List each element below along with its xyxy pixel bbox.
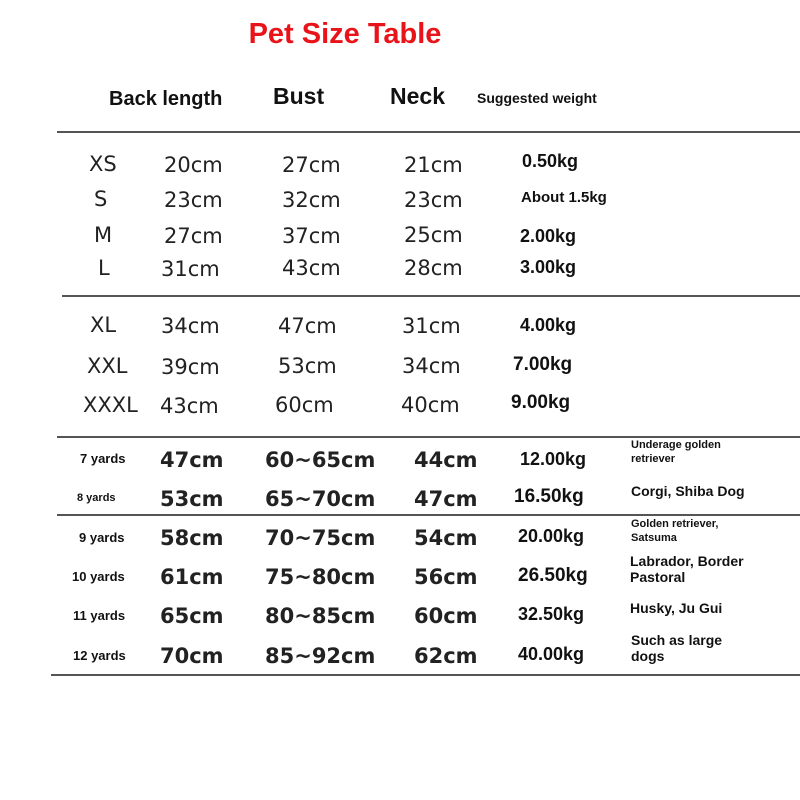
size-cell: 7 yards bbox=[80, 451, 126, 466]
back-length-cell: 61cm bbox=[160, 565, 224, 589]
neck-cell: 56cm bbox=[414, 565, 478, 589]
bust-cell: 65~70cm bbox=[265, 487, 376, 511]
size-cell: XXL bbox=[87, 354, 128, 378]
neck-cell: 28cm bbox=[404, 256, 463, 280]
neck-cell: 40cm bbox=[401, 393, 460, 417]
weight-cell: 0.50kg bbox=[522, 151, 579, 171]
note-cell: Golden retriever, Satsuma bbox=[631, 518, 719, 544]
size-cell: L bbox=[98, 256, 110, 280]
neck-cell: 25cm bbox=[404, 223, 463, 247]
note-cell: Underage golden retriever bbox=[631, 439, 721, 465]
weight-cell: 12.00kg bbox=[520, 449, 587, 469]
bust-cell: 60cm bbox=[275, 393, 334, 417]
neck-cell: 31cm bbox=[402, 314, 461, 338]
weight-cell: 9.00kg bbox=[511, 392, 571, 413]
note-cell: Labrador, Border Pastoral bbox=[630, 553, 744, 585]
weight-cell: 20.00kg bbox=[518, 526, 585, 546]
header-suggested-weight: Suggested weight bbox=[477, 90, 597, 106]
bust-cell: 75~80cm bbox=[265, 565, 376, 589]
weight-cell: 26.50kg bbox=[518, 565, 588, 586]
size-cell: XS bbox=[89, 152, 117, 176]
header-bust: Bust bbox=[273, 83, 325, 109]
neck-cell: 60cm bbox=[414, 604, 478, 628]
weight-cell: About 1.5kg bbox=[521, 189, 607, 206]
weight-cell: 32.50kg bbox=[518, 604, 585, 624]
bust-cell: 53cm bbox=[278, 354, 337, 378]
back-length-cell: 53cm bbox=[160, 487, 224, 511]
neck-cell: 54cm bbox=[414, 526, 478, 550]
weight-cell: 4.00kg bbox=[520, 315, 577, 335]
weight-cell: 3.00kg bbox=[520, 257, 577, 277]
size-cell: XL bbox=[90, 313, 117, 337]
back-length-cell: 43cm bbox=[160, 394, 219, 418]
back-length-cell: 20cm bbox=[164, 153, 223, 177]
note-cell: Corgi, Shiba Dog bbox=[631, 483, 745, 499]
neck-cell: 62cm bbox=[414, 644, 478, 668]
size-cell: 12 yards bbox=[73, 648, 126, 663]
neck-cell: 34cm bbox=[402, 354, 461, 378]
header-neck: Neck bbox=[390, 83, 445, 109]
group-divider bbox=[57, 514, 800, 516]
size-cell: 8 yards bbox=[77, 492, 116, 504]
back-length-cell: 27cm bbox=[164, 224, 223, 248]
size-cell: S bbox=[94, 187, 108, 211]
back-length-cell: 34cm bbox=[161, 314, 220, 338]
bust-cell: 85~92cm bbox=[265, 644, 376, 668]
page-title: Pet Size Table bbox=[248, 18, 442, 50]
neck-cell: 47cm bbox=[414, 487, 478, 511]
back-length-cell: 47cm bbox=[160, 448, 224, 472]
weight-cell: 7.00kg bbox=[513, 354, 573, 375]
bust-cell: 70~75cm bbox=[265, 526, 376, 550]
back-length-cell: 39cm bbox=[161, 355, 220, 379]
size-cell: 10 yards bbox=[72, 569, 125, 584]
bust-cell: 47cm bbox=[278, 314, 337, 338]
weight-cell: 2.00kg bbox=[520, 226, 577, 246]
back-length-cell: 65cm bbox=[160, 604, 224, 628]
note-cell: Husky, Ju Gui bbox=[630, 600, 723, 616]
back-length-cell: 58cm bbox=[160, 526, 224, 550]
back-length-cell: 70cm bbox=[160, 644, 224, 668]
neck-cell: 21cm bbox=[404, 153, 463, 177]
group-divider bbox=[62, 295, 800, 297]
bust-cell: 60~65cm bbox=[265, 448, 376, 472]
neck-cell: 44cm bbox=[414, 448, 478, 472]
bust-cell: 43cm bbox=[282, 256, 341, 280]
size-cell: 11 yards bbox=[73, 608, 126, 623]
back-length-cell: 31cm bbox=[161, 257, 220, 281]
size-cell: 9 yards bbox=[79, 530, 125, 545]
header-divider bbox=[57, 131, 800, 133]
table-bottom-rule bbox=[51, 674, 800, 676]
bust-cell: 27cm bbox=[282, 153, 341, 177]
weight-cell: 40.00kg bbox=[518, 644, 585, 664]
bust-cell: 37cm bbox=[282, 224, 341, 248]
note-cell: Such as large dogs bbox=[631, 632, 723, 664]
neck-cell: 23cm bbox=[404, 188, 463, 212]
size-cell: XXXL bbox=[83, 393, 138, 417]
back-length-cell: 23cm bbox=[164, 188, 223, 212]
size-cell: M bbox=[94, 223, 113, 247]
header-back-length: Back length bbox=[109, 88, 223, 110]
weight-cell: 16.50kg bbox=[514, 486, 584, 507]
bust-cell: 80~85cm bbox=[265, 604, 376, 628]
bust-cell: 32cm bbox=[282, 188, 341, 212]
